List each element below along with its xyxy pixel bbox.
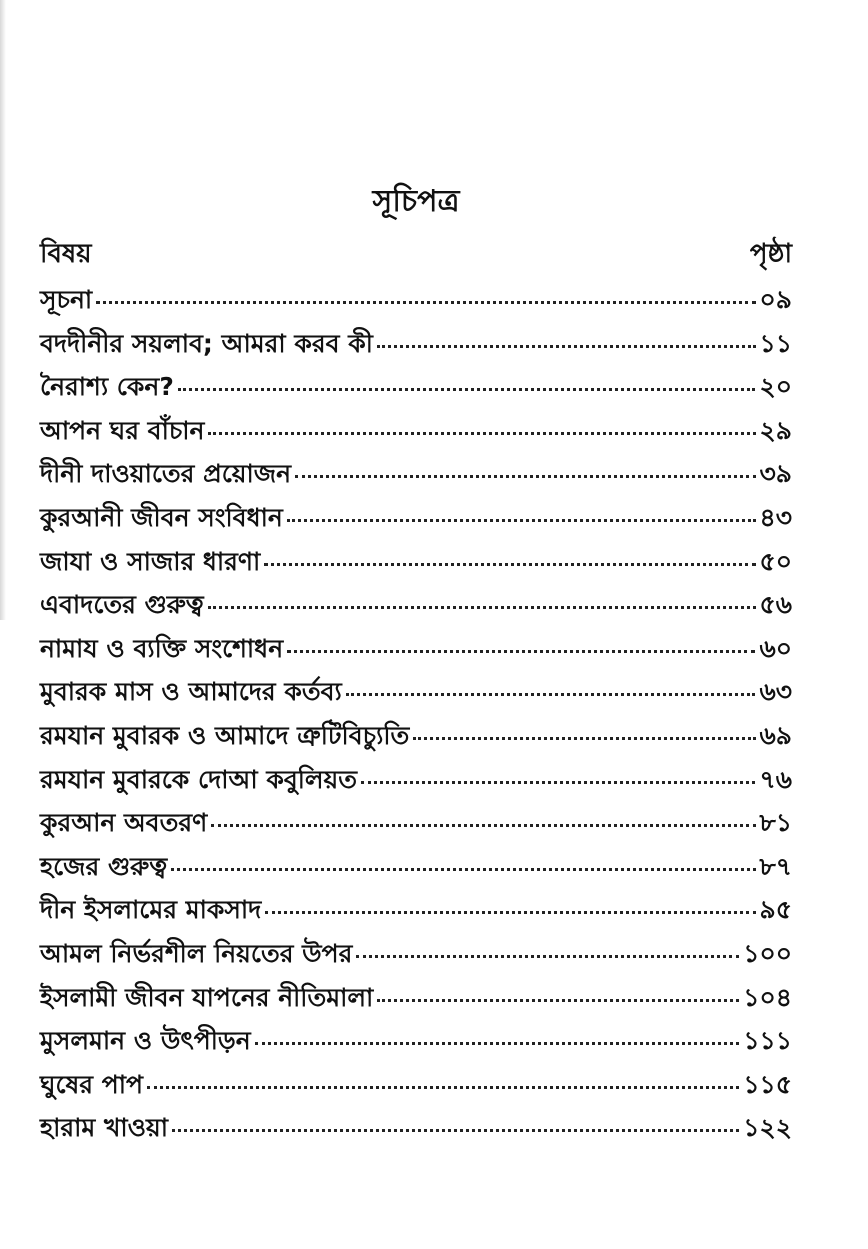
toc-entry	[40, 627, 792, 671]
dot-leader	[172, 1129, 739, 1132]
toc-entry	[40, 496, 792, 540]
toc-entry	[40, 278, 792, 322]
toc-entry-title: নামায ও ব্যক্তি সংশোধন	[40, 633, 284, 663]
toc-entry-title: মুসলমান ও উৎপীড়ন	[40, 1026, 251, 1056]
toc-entry	[40, 583, 792, 627]
toc-entry-page-number: ৭৬	[759, 764, 792, 794]
toc-entry-title: রমযান মুবারক ও আমাদে ত্রুটিবিচ্যুতি	[40, 720, 410, 750]
toc-entry	[40, 365, 792, 409]
toc-entry	[40, 845, 792, 889]
dot-leader	[208, 432, 755, 435]
toc-entry-page-number: ৮১	[759, 808, 792, 838]
toc-entry-title: নৈরাশ্য কেন?	[40, 372, 174, 402]
dot-leader	[171, 868, 755, 871]
toc-entry-title: হজের গুরুত্ব	[40, 851, 168, 881]
table-of-contents	[40, 180, 792, 1150]
toc-entry-page-number: ১০৪	[743, 982, 792, 1012]
toc-entry	[40, 452, 792, 496]
toc-entry	[40, 1106, 792, 1150]
toc-entry	[40, 976, 792, 1020]
toc-entry-page-number: ৬৯	[759, 720, 792, 750]
toc-entry	[40, 322, 792, 366]
toc-entry	[40, 540, 792, 584]
toc-entry-title: হারাম খাওয়া	[40, 1113, 169, 1143]
toc-entry	[40, 1019, 792, 1063]
toc-entry-page-number: ৩৯	[759, 459, 792, 489]
toc-entry-title: কুরআনী জীবন সংবিধান	[40, 502, 283, 532]
subject-column-header: বিষয়	[40, 239, 92, 269]
toc-entry-page-number: ১১১	[743, 1026, 792, 1056]
toc-entry-title: আপন ঘর বাঁচান	[40, 415, 205, 445]
dot-leader	[255, 1042, 740, 1045]
toc-entry	[40, 801, 792, 845]
toc-entry-title: কুরআন অবতরণ	[40, 808, 208, 838]
toc-entry-title: বদদীনীর সয়লাব; আমরা করব কী	[40, 328, 373, 358]
toc-entry-page-number: ৪৩	[759, 502, 792, 532]
toc-entry	[40, 888, 792, 932]
dot-leader	[287, 519, 756, 522]
toc-entry-page-number: ৫০	[759, 546, 792, 576]
toc-header-row	[40, 230, 792, 278]
toc-entry-title: দীন ইসলামের মাকসাদ	[40, 895, 262, 925]
dot-leader	[287, 650, 755, 653]
toc-entry-title: ঘুষের পাপ	[40, 1069, 143, 1099]
toc-entry-title: আমল নির্ভরশীল নিয়তের উপর	[40, 938, 353, 968]
dot-leader	[356, 955, 739, 958]
toc-entry-title: ইসলামী জীবন যাপনের নীতিমালা	[40, 982, 374, 1012]
toc-entry-page-number: ২৯	[759, 415, 792, 445]
dot-leader	[295, 475, 755, 478]
toc-entry-page-number: ৬০	[759, 633, 792, 663]
dot-leader	[413, 737, 755, 740]
toc-entry-title: জাযা ও সাজার ধারণা	[40, 546, 261, 576]
toc-entry-page-number: ২০	[759, 372, 792, 402]
toc-entry-title: সূচনা	[40, 285, 93, 314]
dot-leader	[346, 693, 756, 696]
toc-entry-page-number: ০৯	[759, 285, 792, 314]
toc-entry	[40, 714, 792, 758]
toc-entry	[40, 409, 792, 453]
toc-entry-title: এবাদতের গুরুত্ব	[40, 590, 204, 620]
toc-entry	[40, 932, 792, 976]
toc-entry-page-number: ১১৫	[743, 1069, 792, 1099]
toc-entry-page-number: ১২২	[743, 1113, 792, 1143]
dot-leader	[96, 301, 755, 304]
toc-entry-page-number: ১১	[759, 328, 792, 358]
toc-entry-list	[40, 278, 792, 1150]
toc-entry-title: দীনী দাওয়াতের প্রয়োজন	[40, 459, 292, 489]
page-column-header: পৃষ্ঠা	[749, 239, 792, 269]
dot-leader	[264, 563, 755, 566]
page-title: সূচিপত্র	[372, 184, 460, 219]
toc-entry-page-number: ৯৫	[759, 895, 792, 925]
toc-entry-page-number: ৬৩	[759, 677, 792, 707]
page-edge-shadow	[0, 0, 6, 620]
dot-leader	[377, 345, 756, 348]
dot-leader	[211, 824, 755, 827]
toc-entry-title: মুবারক মাস ও আমাদের কর্তব্য	[40, 677, 342, 707]
dot-leader	[377, 999, 739, 1002]
toc-entry	[40, 758, 792, 802]
dot-leader	[178, 388, 756, 391]
dot-leader	[147, 1086, 739, 1089]
dot-leader	[208, 606, 756, 609]
dot-leader	[361, 781, 755, 784]
toc-entry-page-number: ১০০	[743, 938, 792, 968]
toc-entry	[40, 1063, 792, 1107]
toc-entry-page-number: ৮৭	[759, 851, 792, 881]
dot-leader	[265, 911, 755, 914]
toc-entry-page-number: ৫৬	[759, 590, 792, 620]
toc-entry	[40, 670, 792, 714]
toc-entry-title: রমযান মুবারকে দোআ কবুলিয়ত	[40, 764, 358, 794]
